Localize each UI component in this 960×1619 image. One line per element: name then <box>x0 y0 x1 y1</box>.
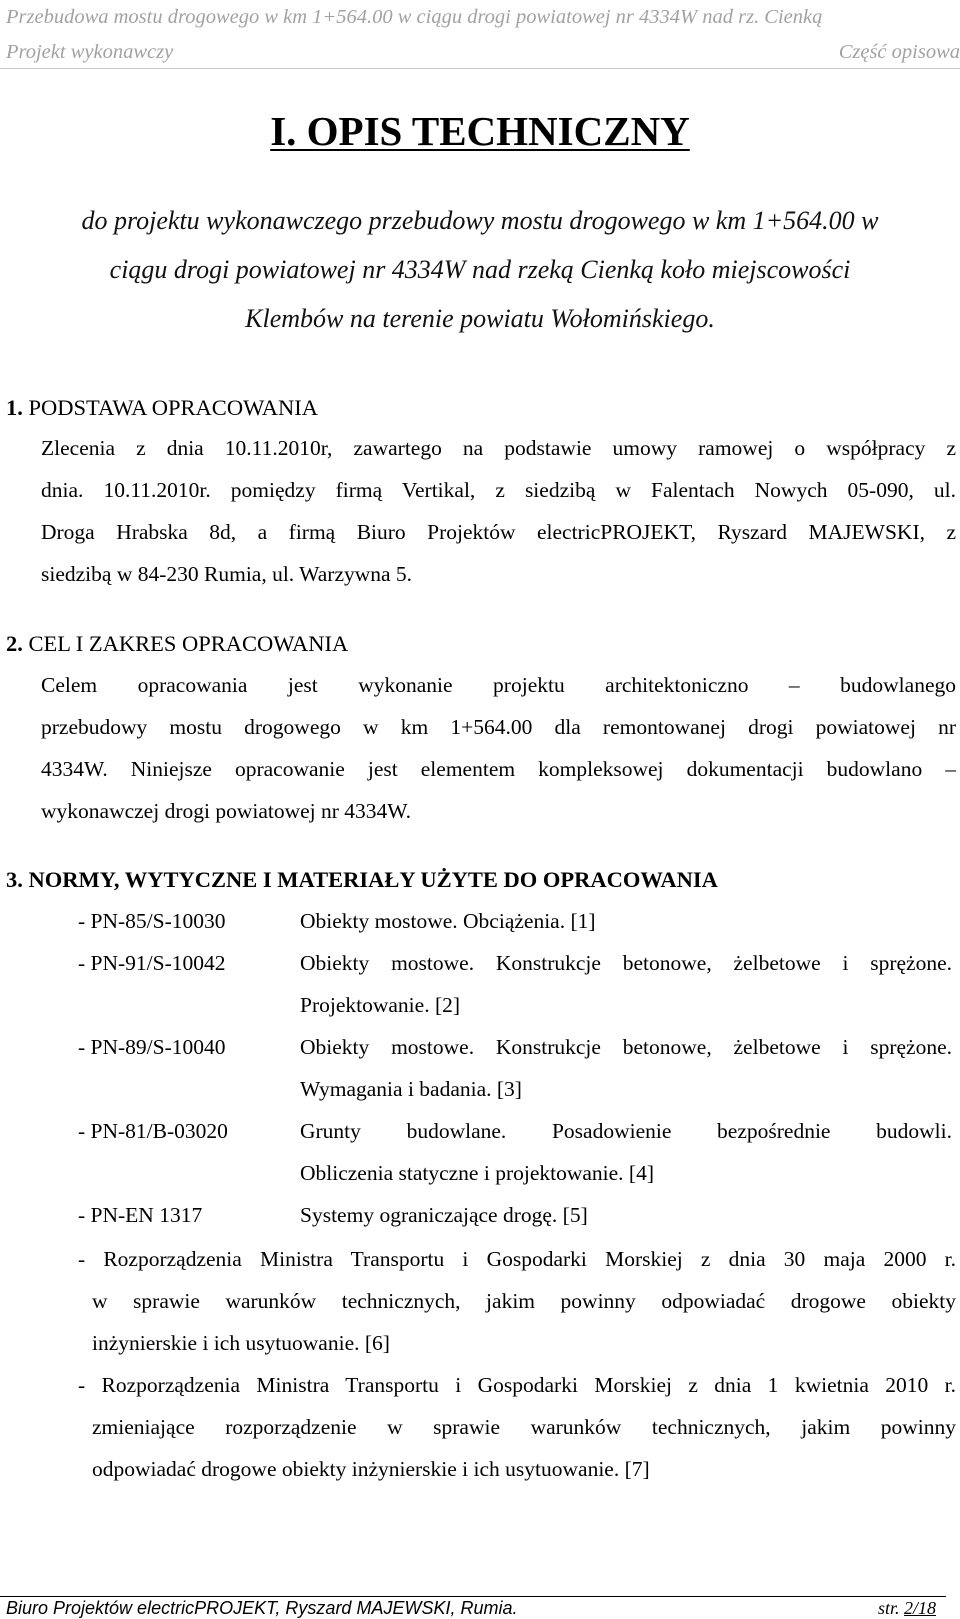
norm-description: Systemy ograniczające drogę. [5] <box>300 1203 588 1227</box>
subtitle-line: do projektu wykonawczego przebudowy mostu drogowego w km 1+564.00 w <box>81 206 879 235</box>
header-section-type: Część opisowa <box>838 41 960 63</box>
paragraph-line: Celem opracowania jest wykonanie projektu architektoniczno – budowlanego <box>41 673 956 697</box>
header-divider <box>0 68 960 69</box>
regulation-item: - Rozporządzenia Ministra Transportu i Gospodarki Morskiej z dnia 30 maja 2000 r. w sprawie warunków technicznych, jakim powinny odpowiadać drogowe obiekty inżynierskie i ich usytuowanie. [6] <box>78 1247 956 1355</box>
regulations-list <box>78 1238 956 1490</box>
paragraph-line: 4334W. Niniejsze opracowanie jest elementem kompleksowej dokumentacji budowlano – <box>41 757 956 781</box>
section-2-heading: 2. CEL I ZAKRES OPRACOWANIA <box>6 631 349 656</box>
norms-list <box>78 900 960 1236</box>
norm-description: Obiekty mostowe. Konstrukcje betonowe, żelbetowe i sprężone. Projektowanie. [2] <box>300 951 952 1017</box>
paragraph-line: dnia. 10.11.2010r. pomiędzy firmą Vertikal, z siedzibą w Falentach Nowych 05-090, ul. <box>41 478 956 502</box>
norm-item <box>78 900 960 942</box>
norm-item <box>78 1026 960 1110</box>
paragraph-line: Droga Hrabska 8d, a firmą Biuro Projektów electricPROJEKT, Ryszard MAJEWSKI, z <box>41 520 956 544</box>
paragraph-line: wykonawczej drogi powiatowej nr 4334W. <box>41 799 411 823</box>
subtitle-line: Klembów na terenie powiatu Wołomińskiego. <box>245 304 715 333</box>
footer-company: Biuro Projektów electricPROJEKT, Ryszard MAJEWSKI, Rumia. <box>6 1598 518 1618</box>
norm-item <box>78 1110 960 1194</box>
running-header-title: Przebudowa mostu drogowego w km 1+564.00 w ciągu drogi powiatowej nr 4334W nad rz. Cienką <box>6 6 823 28</box>
norm-description: Obiekty mostowe. Konstrukcje betonowe, żelbetowe i sprężone. Wymagania i badania. [3] <box>300 1035 952 1101</box>
page-footer <box>6 1599 946 1619</box>
section-3-heading: 3. NORMY, WYTYCZNE I MATERIAŁY UŻYTE DO OPRACOWANIA <box>6 867 718 892</box>
norm-code: - PN-85/S-10030 <box>78 909 226 933</box>
section-1-heading: 1. PODSTAWA OPRACOWANIA <box>6 395 319 420</box>
paragraph-line: siedzibą w 84-230 Rumia, ul. Warzywna 5. <box>41 562 413 586</box>
paragraph-line: przebudowy mostu drogowego w km 1+564.00 dla remontowanej drogi powiatowej nr <box>41 715 956 739</box>
regulation-item: - Rozporządzenia Ministra Transportu i Gospodarki Morskiej z dnia 1 kwietnia 2010 r. zmieniające rozporządzenie w sprawie warunków technicznych, jakim powinny odpowiadać drogowe obiekty inżynierskie i ich usytuowanie. [7] <box>78 1373 956 1481</box>
document-title: I. OPIS TECHNICZNY <box>270 108 690 154</box>
norm-description: Obiekty mostowe. Obciążenia. [1] <box>300 909 596 933</box>
norm-item <box>78 1194 960 1236</box>
norm-code: - PN-EN 1317 <box>78 1203 203 1227</box>
subtitle-line: ciągu drogi powiatowej nr 4334W nad rzeką Cienką koło miejscowości <box>109 255 851 284</box>
document-subtitle <box>20 196 940 343</box>
norm-code: - PN-81/B-03020 <box>78 1119 228 1143</box>
page-number: str. 2/18 <box>877 1598 936 1618</box>
section-1-body <box>41 427 956 595</box>
norm-item <box>78 942 960 1026</box>
norm-code: - PN-89/S-10040 <box>78 1035 226 1059</box>
footer-divider <box>0 1596 946 1597</box>
header-project-type: Projekt wykonawczy <box>6 41 174 63</box>
section-2-body <box>41 664 956 832</box>
norm-code: - PN-91/S-10042 <box>78 951 226 975</box>
paragraph-line: Zlecenia z dnia 10.11.2010r, zawartego na podstawie umowy ramowej o współpracy z <box>41 436 956 460</box>
norm-description: Grunty budowlane. Posadowienie bezpośrednie budowli. Obliczenia statyczne i projektowanie. [4] <box>300 1119 952 1185</box>
